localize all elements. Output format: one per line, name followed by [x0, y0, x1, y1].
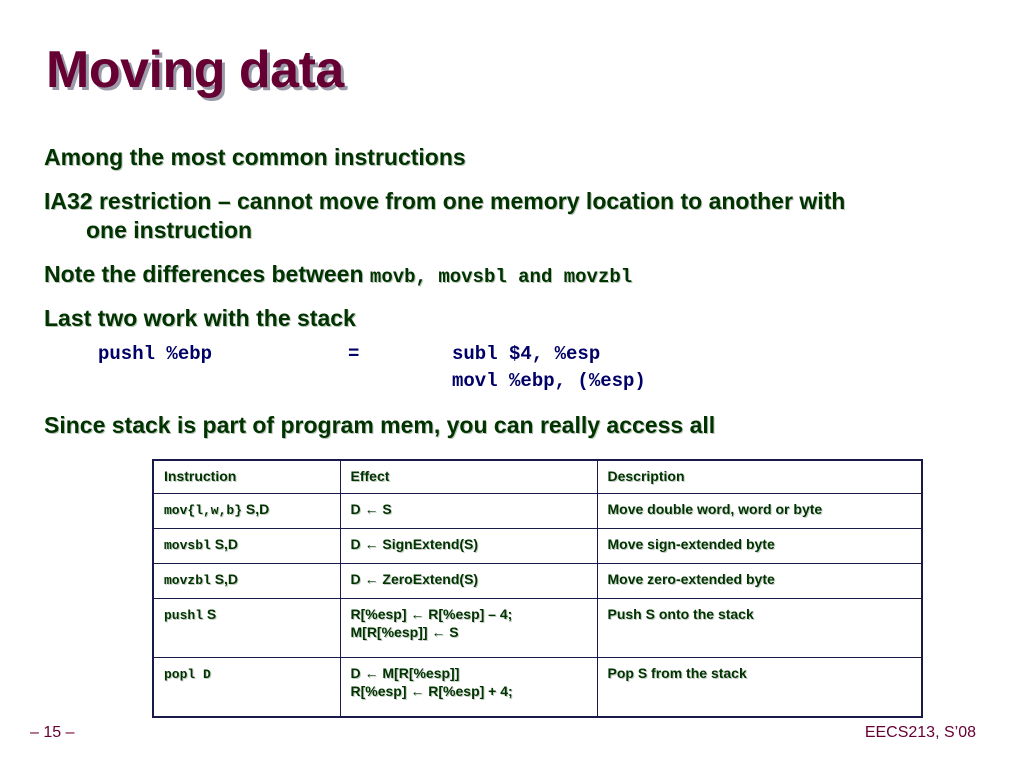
cell-effect — [340, 529, 597, 564]
cell-instruction — [153, 658, 340, 718]
instruction-table — [152, 459, 923, 718]
instruction-args: S,D — [214, 571, 239, 587]
cell-instruction — [153, 599, 340, 658]
bullet-ia32-line1: IA32 restriction – cannot move from one memory location to another with — [44, 188, 846, 214]
effect-line: D ← M[R[%esp]] — [350, 665, 460, 681]
bullet-ia32-line2: one instruction — [86, 217, 253, 243]
instruction-code: mov{l,w,b} — [164, 503, 243, 518]
effect-line: D ← SignExtend(S) — [350, 536, 479, 552]
bullet-stack: Last two work with the stack — [44, 305, 356, 331]
bullet-common-instructions: Among the most common instructions — [44, 144, 466, 170]
cell-instruction — [153, 564, 340, 599]
instruction-code: pushl — [164, 608, 204, 623]
cell-effect — [340, 658, 597, 718]
cell-instruction — [153, 529, 340, 564]
header-instruction: Instruction — [153, 460, 340, 494]
table-row — [153, 564, 922, 599]
instruction-args: S,D — [214, 536, 239, 552]
cell-description: Move zero-extended byte — [597, 564, 922, 599]
cell-effect — [340, 599, 597, 658]
effect-line: D ← S — [350, 501, 392, 517]
table-header-row — [153, 460, 922, 494]
bullet-note-text: Note the differences between — [44, 261, 364, 287]
bullet-program-mem: Since stack is part of program mem, you can really access all — [44, 412, 716, 438]
cell-description: Move double word, word or byte — [597, 494, 922, 529]
instruction-args: S,D — [245, 501, 270, 517]
bullet-ia32-restriction — [44, 187, 845, 245]
bullet-note-code: movb, movsbl and movzbl — [369, 266, 633, 288]
instruction-code: popl D — [164, 667, 211, 682]
cell-effect — [340, 564, 597, 599]
course-label: EECS213, S’08 — [864, 724, 976, 741]
header-description: Description — [597, 460, 922, 494]
header-effect: Effect — [340, 460, 597, 494]
code-subl: subl $4, %esp — [452, 343, 601, 365]
cell-description: Push S onto the stack — [597, 599, 922, 658]
cell-effect — [340, 494, 597, 529]
cell-description: Pop S from the stack — [597, 658, 922, 718]
table-row — [153, 494, 922, 529]
instruction-code: movzbl — [164, 573, 211, 588]
effect-line: D ← ZeroExtend(S) — [350, 571, 479, 587]
instruction-code: movsbl — [164, 538, 211, 553]
code-equals: = — [348, 343, 360, 365]
effect-line: M[R[%esp]] ← S — [350, 624, 459, 640]
code-pushl: pushl %ebp — [98, 343, 213, 365]
cell-instruction — [153, 494, 340, 529]
bullet-note-differences — [44, 260, 632, 292]
code-movl: movl %ebp, (%esp) — [452, 370, 646, 392]
table-row — [153, 599, 922, 658]
slide-title: Moving data — [46, 41, 344, 99]
effect-line: R[%esp] ← R[%esp] – 4; — [350, 606, 513, 622]
instruction-args: S — [206, 606, 217, 622]
table-row — [153, 529, 922, 564]
table-row — [153, 658, 922, 718]
effect-line: R[%esp] ← R[%esp] + 4; — [350, 683, 513, 699]
cell-description: Move sign-extended byte — [597, 529, 922, 564]
page-number: – 15 – — [30, 724, 75, 741]
